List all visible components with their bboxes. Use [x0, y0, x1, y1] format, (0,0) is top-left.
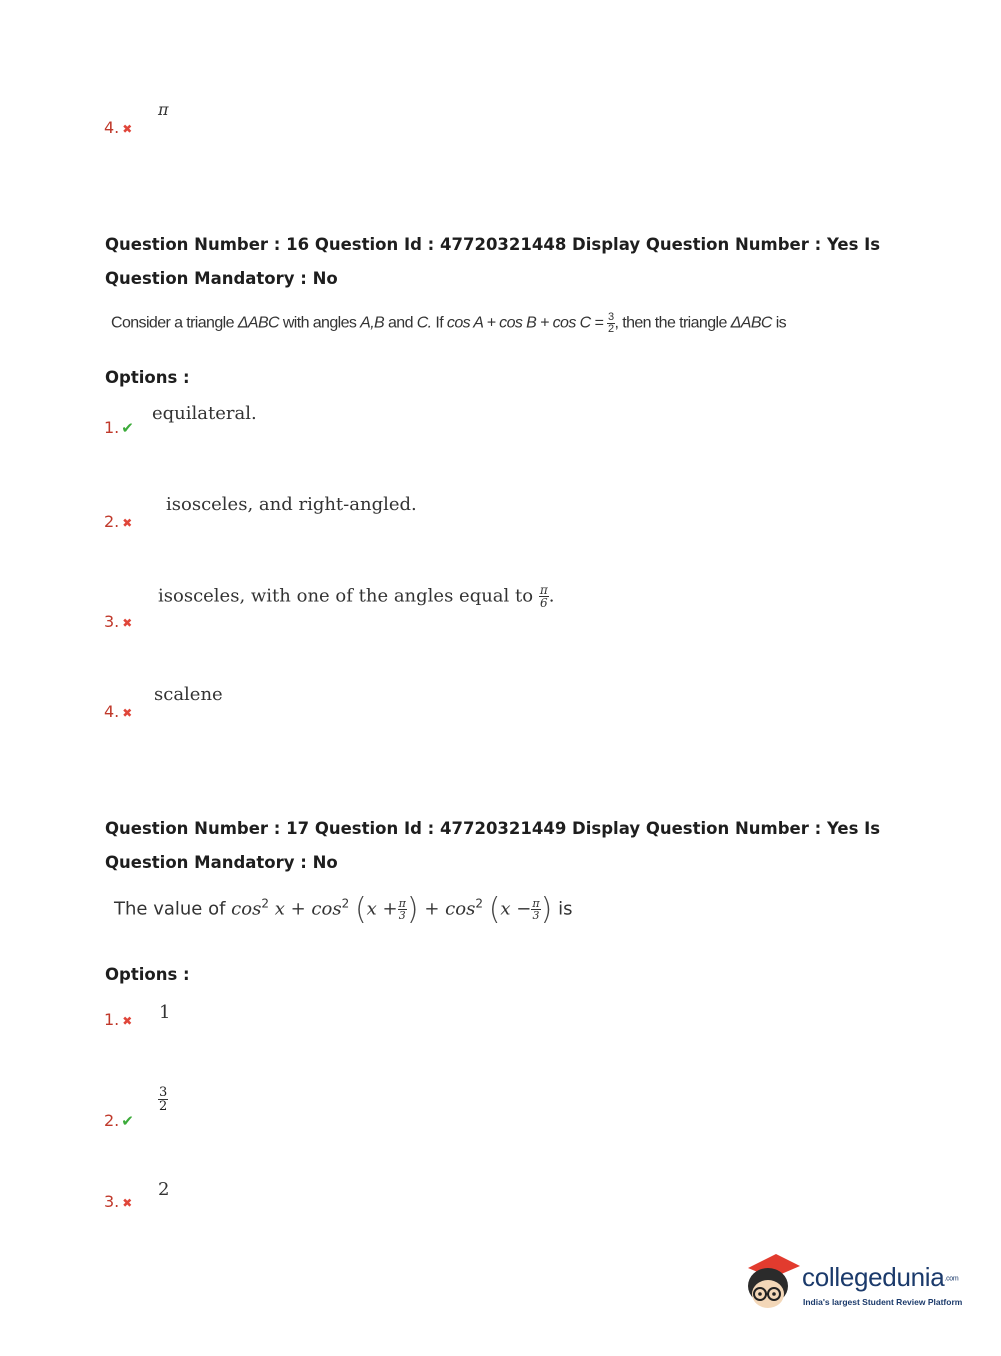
stem-math: ΔABC — [730, 314, 772, 332]
fraction-denominator: 3 — [398, 909, 406, 922]
wrong-mark-icon: ✖ — [122, 122, 133, 136]
q17-option-1-marker — [104, 1010, 132, 1029]
fraction-pi-over-3 — [531, 898, 540, 921]
question-17-stem — [114, 892, 572, 927]
mascot-icon — [742, 1250, 802, 1316]
fraction-denominator: 3 — [532, 909, 540, 922]
fraction-numerator: 3 — [607, 311, 614, 323]
stem-math: ΔABC — [237, 314, 279, 332]
q17-option-3-text: 2 — [158, 1179, 170, 1200]
fraction-numerator: 3 — [159, 1085, 168, 1100]
fraction-numerator: π — [532, 897, 540, 910]
option-number: 1. — [104, 418, 120, 437]
q16-option-4-marker — [104, 702, 132, 721]
logo-dotcom: .com — [944, 1275, 959, 1283]
q16-option-4-text: scalene — [154, 684, 223, 705]
fraction-pi-over-3 — [398, 898, 407, 921]
stem-text: , — [614, 314, 619, 332]
correct-check-icon: ✔ — [121, 1112, 134, 1130]
q16-option-1-marker — [104, 418, 134, 437]
option-number: 2. — [104, 1111, 120, 1130]
stem-exponent: 2 — [261, 896, 269, 911]
option-number: 4. — [104, 118, 120, 137]
q16-option-3-text — [158, 584, 554, 609]
stem-text: Consider a triangle — [111, 314, 238, 332]
option-number: 4. — [104, 702, 120, 721]
fraction-pi-over-6 — [539, 584, 549, 609]
logo-name: collegedunia — [802, 1262, 945, 1292]
stem-operator: + — [424, 898, 440, 920]
q17-option-2-content — [158, 1086, 168, 1113]
prev-option-4 — [104, 118, 132, 137]
stem-exponent: 2 — [341, 896, 350, 911]
question-16-options-label: Options : — [105, 368, 190, 387]
stem-text: is — [771, 314, 787, 332]
fraction-numerator: π — [539, 583, 548, 597]
stem-text: If — [431, 314, 447, 332]
stem-math: cos A + cos B + cos C = — [446, 314, 604, 332]
q16-option-1-text: equilateral. — [152, 403, 257, 424]
q16-option-2-marker — [104, 512, 132, 531]
stem-paren: ( — [488, 892, 501, 927]
logo-wordmark — [802, 1262, 958, 1293]
option-number: 1. — [104, 1010, 120, 1029]
stem-exponent: 2 — [475, 896, 483, 911]
wrong-mark-icon: ✖ — [122, 1196, 133, 1210]
fraction-three-halves — [607, 312, 615, 335]
option-number: 2. — [104, 512, 120, 531]
wrong-mark-icon: ✖ — [122, 616, 133, 630]
fraction-denominator: 6 — [539, 596, 548, 610]
stem-operator: + — [290, 898, 306, 920]
question-16-header: Question Number : 16 Question Id : 47720321448 Display Question Number : Yes Is Question Mandatory : No — [105, 235, 881, 288]
stem-paren: ) — [406, 892, 419, 927]
question-17-header: Question Number : 17 Question Id : 47720321449 Display Question Number : Yes Is Question Mandatory : No — [105, 819, 881, 872]
option-number: 3. — [104, 1192, 120, 1211]
question-16-stem — [111, 312, 786, 335]
option-number: 3. — [104, 612, 120, 631]
q16-option-3-marker — [104, 612, 132, 631]
wrong-mark-icon: ✖ — [122, 1014, 133, 1028]
wrong-mark-icon: ✖ — [122, 516, 133, 530]
stem-text: with angles — [278, 314, 361, 332]
correct-check-icon: ✔ — [121, 419, 134, 437]
question-17-options-label: Options : — [105, 965, 190, 984]
stem-math: C. — [416, 314, 432, 332]
wrong-mark-icon: ✖ — [122, 706, 133, 720]
logo-tagline: India's largest Student Review Platform — [803, 1297, 963, 1307]
stem-math: cos — [231, 898, 262, 920]
fraction-denominator: 2 — [607, 323, 614, 335]
option-text: isosceles, with one of the angles equal to — [158, 585, 534, 607]
q17-option-3-marker — [104, 1192, 132, 1211]
q17-option-1-text: 1 — [159, 1002, 171, 1023]
stem-math: x + — [366, 898, 398, 920]
stem-paren: ) — [540, 892, 553, 927]
option-text-end: . — [548, 585, 555, 607]
stem-text: is — [558, 898, 573, 920]
fraction-denominator: 2 — [159, 1099, 168, 1114]
prev-option-4-content: π — [158, 100, 169, 119]
stem-math: x — [274, 898, 285, 920]
stem-math: cos — [445, 898, 476, 920]
stem-paren: ( — [354, 892, 367, 927]
stem-text: then the triangle — [618, 314, 731, 332]
fraction-three-halves — [158, 1086, 168, 1113]
stem-text: The value of — [114, 898, 232, 920]
q16-option-2-text: isosceles, and right-angled. — [166, 494, 417, 515]
stem-math: A,B — [360, 314, 385, 332]
stem-math: x − — [500, 898, 532, 920]
fraction-numerator: π — [398, 897, 406, 910]
collegedunia-logo — [742, 1250, 972, 1320]
stem-text: and — [384, 314, 417, 332]
q17-option-2-marker — [104, 1111, 134, 1130]
stem-math: cos — [311, 898, 342, 920]
